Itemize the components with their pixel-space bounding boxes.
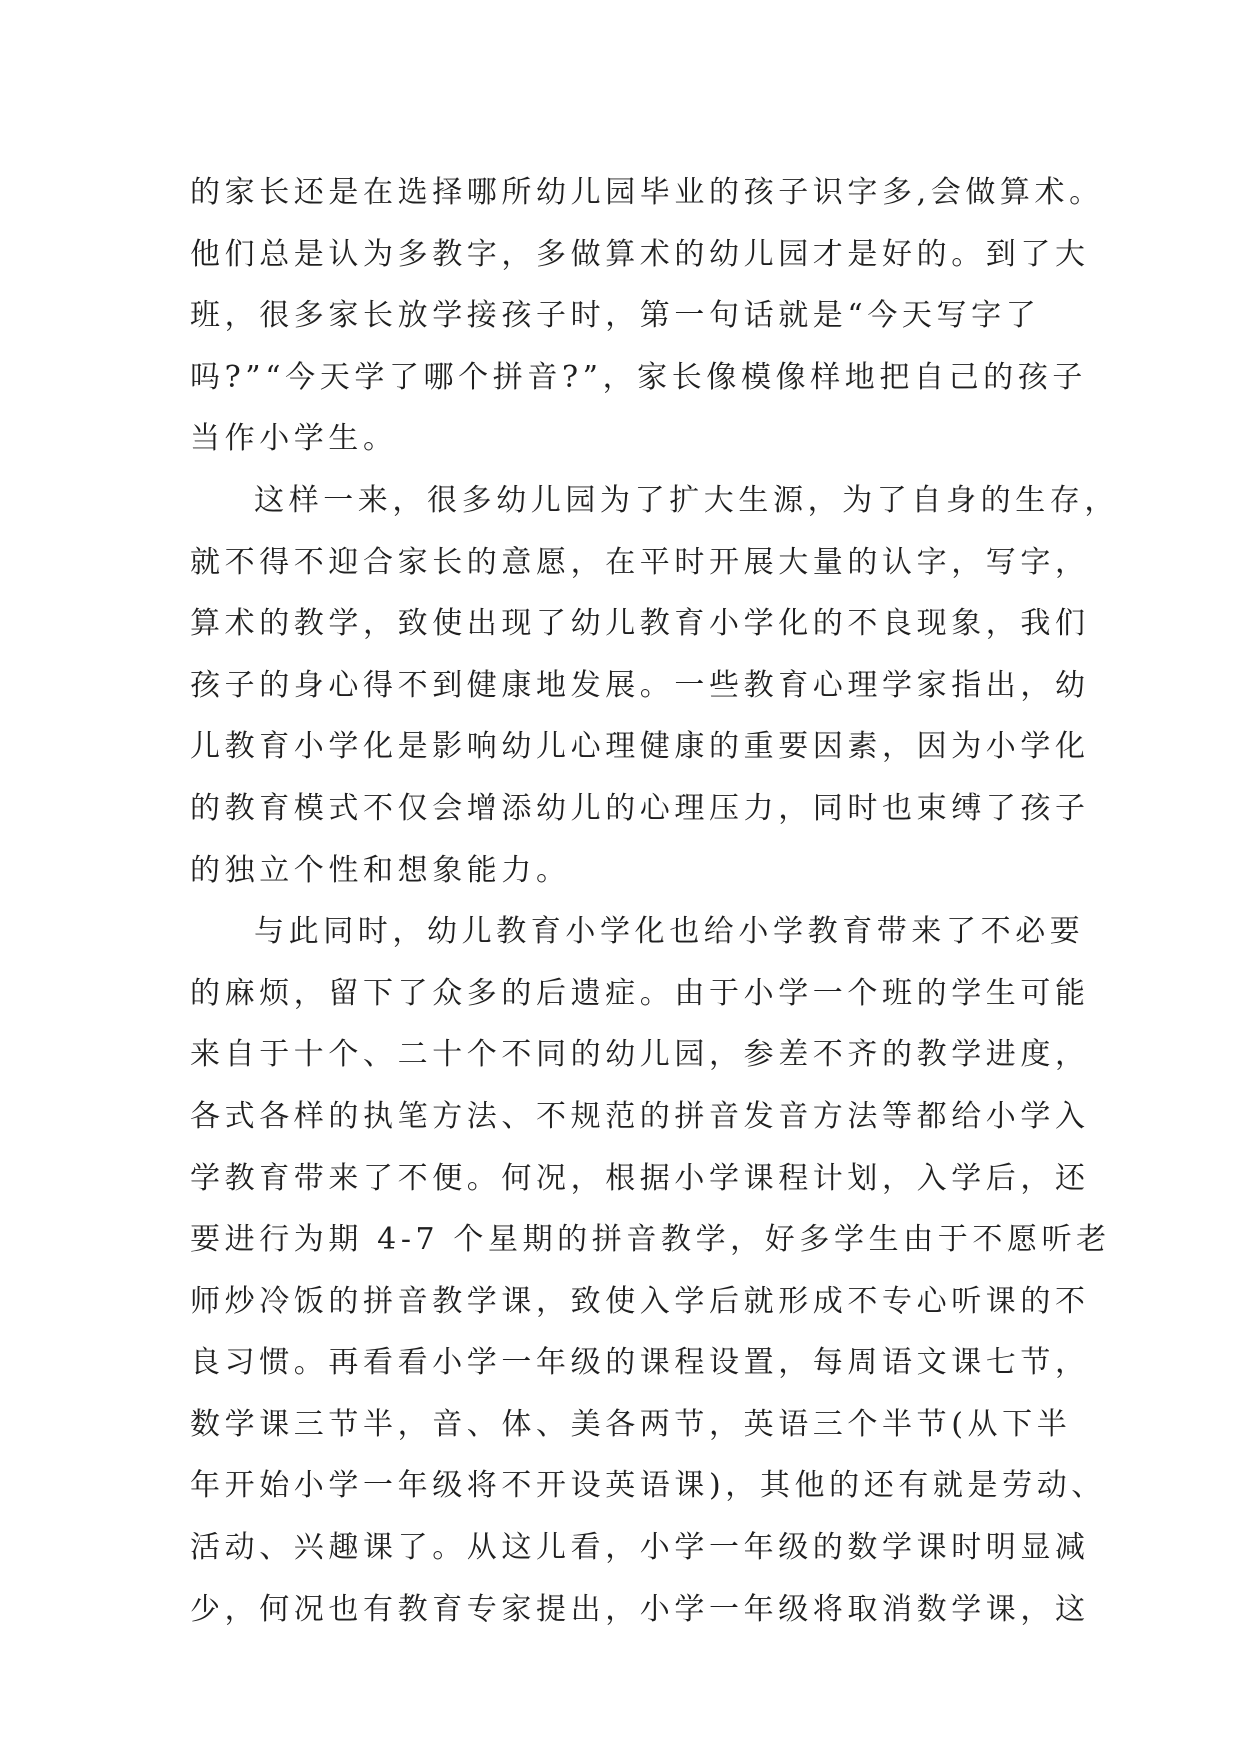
text-line: 的独立个性和想象能力。 <box>190 852 571 888</box>
text-line: 吗?”“今天学了哪个拼音?”，家长像模像样地把自己的孩子 <box>190 359 1087 395</box>
paragraph-start-line: 这样一来，很多幼儿园为了扩大生源，为了自身的生存， <box>254 482 1119 518</box>
text-line: 的家长还是在选择哪所幼儿园毕业的孩子识字多,会做算术。 <box>190 175 1104 210</box>
text-line: 要进行为期 4-7 个星期的拼音教学，好多学生由于不愿听老 <box>190 1222 1111 1258</box>
text-line: 他们总是认为多教字，多做算术的幼儿园才是好的。到了大 <box>190 236 1090 272</box>
paragraph-start-line: 与此同时，幼儿教育小学化也给小学教育带来了不必要 <box>254 914 1085 950</box>
text-line: 各式各样的执笔方法、不规范的拼音发音方法等都给小学入 <box>190 1098 1090 1134</box>
text-line: 就不得不迎合家长的意愿，在平时开展大量的认字，写字， <box>190 544 1090 580</box>
text-line: 数学课三节半，音、体、美各两节，英语三个半节(从下半 <box>190 1406 1072 1442</box>
text-line: 的麻烦，留下了众多的后遗症。由于小学一个班的学生可能 <box>190 975 1090 1011</box>
text-line: 算术的教学，致使出现了幼儿教育小学化的不良现象，我们 <box>190 606 1090 642</box>
text-line: 活动、兴趣课了。从这儿看，小学一年级的数学课时明显减 <box>190 1530 1090 1566</box>
text-line: 师炒冷饭的拼音教学课，致使入学后就形成不专心听课的不 <box>190 1283 1090 1319</box>
text-line: 良习惯。再看看小学一年级的课程设置，每周语文课七节， <box>190 1345 1090 1381</box>
text-line: 来自于十个、二十个不同的幼儿园，参差不齐的教学进度， <box>190 1037 1090 1073</box>
text-line: 儿教育小学化是影响幼儿心理健康的重要因素，因为小学化 <box>190 729 1090 765</box>
body-text <box>190 162 1119 1640</box>
text-line: 少，何况也有教育专家提出，小学一年级将取消数学课，这 <box>190 1591 1090 1627</box>
text-line: 年开始小学一年级将不开设英语课)，其他的还有就是劳动、 <box>190 1468 1106 1504</box>
text-line: 学教育带来了不便。何况，根据小学课程计划，入学后，还 <box>190 1160 1090 1196</box>
text-line: 的教育模式不仅会增添幼儿的心理压力，同时也束缚了孩子 <box>190 790 1090 826</box>
text-line: 当作小学生。 <box>190 421 398 457</box>
text-line: 班，很多家长放学接孩子时，第一句话就是“今天写字了 <box>190 298 1041 334</box>
text-line: 孩子的身心得不到健康地发展。一些教育心理学家指出，幼 <box>190 667 1090 703</box>
